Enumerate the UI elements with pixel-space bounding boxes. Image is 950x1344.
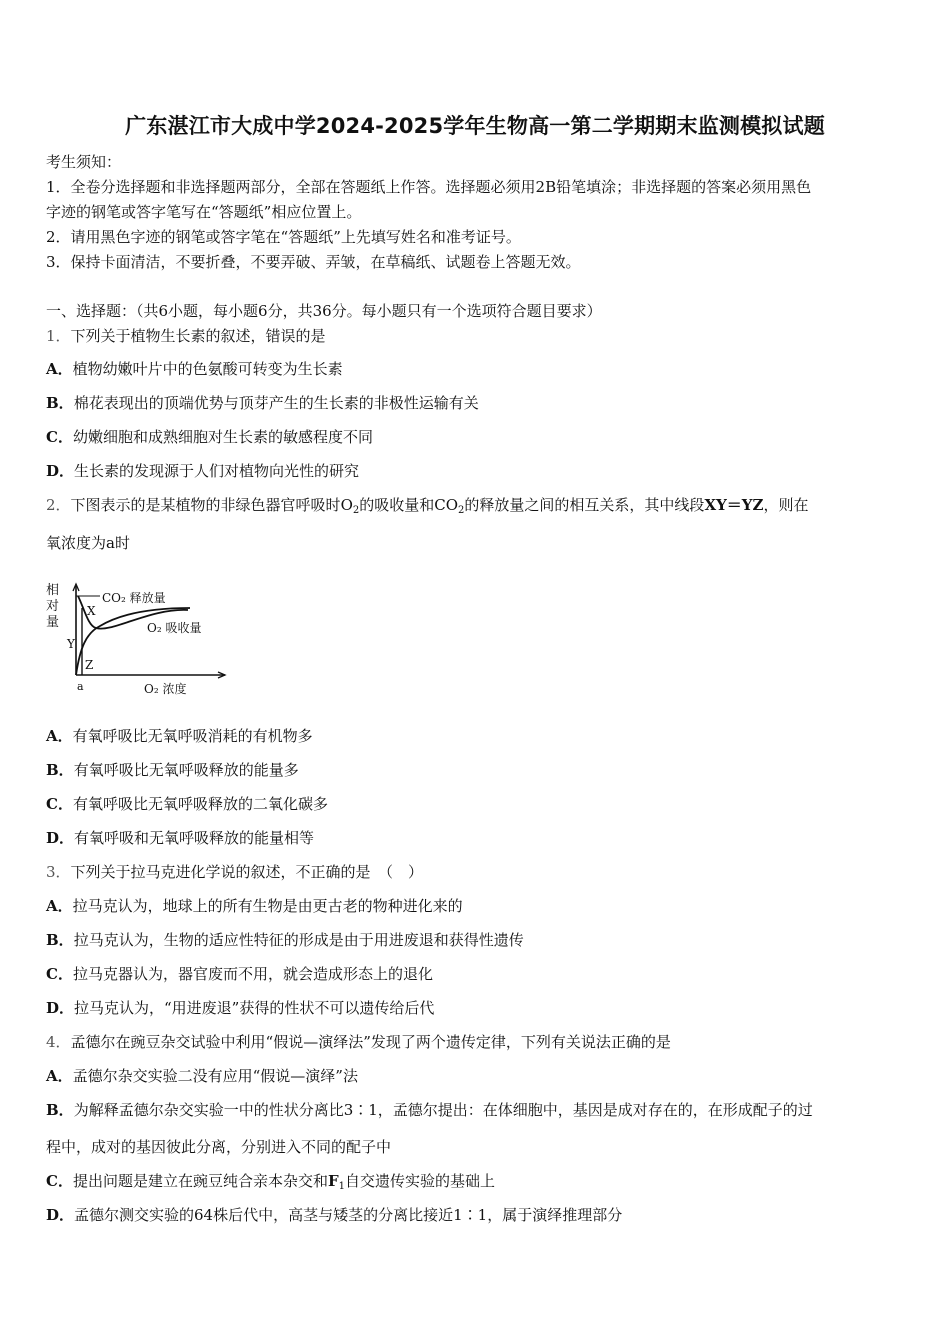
subscript: 2 xyxy=(352,505,360,516)
question-2-stem xyxy=(46,495,906,515)
q4-option-c xyxy=(46,1171,906,1191)
option-text: 有氧呼吸比无氧呼吸消耗的有机物多 xyxy=(72,727,313,745)
option-text: 幼嫩细胞和成熟细胞对生长素的敏感程度不同 xyxy=(72,428,373,446)
option-letter: A． xyxy=(46,897,73,915)
q3-option-b xyxy=(46,930,906,950)
respiration-graph xyxy=(40,578,230,703)
point-y-label: Y xyxy=(67,637,75,651)
option-text: 棉花表现出的顶端优势与顶芽产生的生长素的非极性运输有关 xyxy=(73,394,479,412)
option-text: 拉马克认为，“用进废退”获得的性状不可以遗传给后代 xyxy=(74,999,435,1017)
question-3-stem xyxy=(46,862,906,882)
q3-option-c xyxy=(46,964,906,984)
f1-symbol: F xyxy=(327,1172,339,1190)
question-2-stem-line2: 氧浓度为a时 xyxy=(46,534,130,552)
question-number: 4． xyxy=(46,1033,71,1051)
option-text: 有氧呼吸比无氧呼吸释放的二氧化碳多 xyxy=(72,795,328,813)
tick-a-label: a xyxy=(77,680,84,693)
option-letter: C． xyxy=(46,965,73,983)
point-z-label: Z xyxy=(85,658,94,672)
q4-option-d xyxy=(46,1205,906,1225)
option-letter: A． xyxy=(46,1067,73,1085)
q4-option-b xyxy=(46,1100,906,1120)
option-letter: A． xyxy=(46,360,73,378)
y-axis-label-char: 对 xyxy=(46,599,60,614)
question-number: 1． xyxy=(46,327,71,345)
option-letter: D． xyxy=(46,462,75,480)
notice-heading: 考生须知： xyxy=(46,153,122,171)
notice-item: 1．全卷分选择题和非选择题两部分，全部在答题纸上作答。选择题必须用2B铅笔填涂；非选择题的答案必须用黑色 xyxy=(46,178,812,196)
question-number: 2． xyxy=(46,496,71,514)
option-text: 植物幼嫩叶片中的色氨酸可转变为生长素 xyxy=(72,360,343,378)
question-text: 的吸收量和 xyxy=(359,496,435,514)
option-text: 自交遗传实验的基础上 xyxy=(345,1172,496,1190)
question-text: ，则在 xyxy=(763,496,809,514)
q4-option-b-continued: 程中，成对的基因彼此分离，分别进入不同的配子中 xyxy=(46,1138,392,1156)
formula-o2: O xyxy=(340,496,353,514)
question-text: 下列关于拉马克进化学说的叙述，不正确的是 （ ） xyxy=(70,863,424,881)
section-heading: 一、选择题：（共6小题，每小题6分，共36分。每小题只有一个选项符合题目要求） xyxy=(46,302,602,320)
q2-option-d xyxy=(46,828,906,848)
q1-option-a xyxy=(46,359,906,379)
question-number: 3． xyxy=(46,863,71,881)
point-x-label: X xyxy=(87,604,96,618)
option-letter: B． xyxy=(46,394,74,412)
notice-item: 2．请用黑色字迹的钢笔或答字笔在“答题纸”上先填写姓名和准考证号。 xyxy=(46,228,521,246)
option-text: 拉马克认为，生物的适应性特征的形成是由于用进废退和获得性遗传 xyxy=(73,931,524,949)
option-text: 生长素的发现源于人们对植物向光性的研究 xyxy=(74,462,360,480)
q2-option-a xyxy=(46,726,906,746)
option-letter: B． xyxy=(46,931,74,949)
o2-uptake-label: O₂ 吸收量 xyxy=(147,621,202,635)
option-text: 提出问题是建立在豌豆纯合亲本杂交和 xyxy=(72,1172,328,1190)
q4-option-a xyxy=(46,1066,906,1086)
notice-item: 字迹的钢笔或答字笔写在“答题纸”相应位置上。 xyxy=(46,203,362,221)
q3-option-d xyxy=(46,998,906,1018)
option-letter: C． xyxy=(46,795,73,813)
q1-option-d xyxy=(46,461,906,481)
y-axis-label-char: 量 xyxy=(46,615,60,630)
option-letter: B． xyxy=(46,1101,74,1119)
co2-release-label: CO₂ 释放量 xyxy=(102,591,166,605)
option-text: 拉马克器认为，器官废而不用，就会造成形态上的退化 xyxy=(72,965,433,983)
question-text: 的释放量之间的相互关系，其中线段 xyxy=(464,496,705,514)
option-text: 为解释孟德尔杂交实验一中的性状分离比3∶1，孟德尔提出：在体细胞中，基因是成对存在的，在形成配子的过 xyxy=(73,1101,813,1119)
subscript: 2 xyxy=(458,505,465,516)
question-text: 下列关于植物生长素的叙述，错误的是 xyxy=(70,327,326,345)
q1-option-c xyxy=(46,427,906,447)
segment-expression: XY＝YZ xyxy=(704,496,764,514)
option-letter: D． xyxy=(46,829,75,847)
option-letter: C． xyxy=(46,1172,73,1190)
question-text: 孟德尔在豌豆杂交试验中利用“假说—演绎法”发现了两个遗传定律，下列有关说法正确的是 xyxy=(70,1033,671,1051)
q2-option-b xyxy=(46,760,906,780)
q3-option-a xyxy=(46,896,906,916)
option-letter: D． xyxy=(46,999,75,1017)
formula-co2: CO xyxy=(434,496,459,514)
option-letter: B． xyxy=(46,761,74,779)
x-axis-label: O₂ 浓度 xyxy=(144,682,187,696)
option-text: 孟德尔测交实验的64株后代中，高茎与矮茎的分离比接近1∶1，属于演绎推理部分 xyxy=(74,1206,623,1224)
y-axis-label-char: 相 xyxy=(46,583,60,598)
option-text: 有氧呼吸和无氧呼吸释放的能量相等 xyxy=(74,829,315,847)
question-1-stem xyxy=(46,326,906,346)
page-title: 广东湛江市大成中学2024-2025学年生物高一第二学期期末监测模拟试题 xyxy=(125,114,825,138)
option-text: 有氧呼吸比无氧呼吸释放的能量多 xyxy=(73,761,299,779)
question-text: 下图表示的是某植物的非绿色器官呼吸时 xyxy=(70,496,341,514)
q1-option-b xyxy=(46,393,906,413)
option-text: 孟德尔杂交实验二没有应用“假说—演绎”法 xyxy=(72,1067,358,1085)
option-letter: D． xyxy=(46,1206,75,1224)
notice-item: 3．保持卡面清洁，不要折叠，不要弄破、弄皱，在草稿纸、试题卷上答题无效。 xyxy=(46,253,581,271)
q2-option-c xyxy=(46,794,906,814)
question-4-stem xyxy=(46,1032,906,1052)
option-letter: C． xyxy=(46,428,73,446)
option-letter: A． xyxy=(46,727,73,745)
subscript: 1 xyxy=(338,1181,345,1192)
option-text: 拉马克认为，地球上的所有生物是由更古老的物种进化来的 xyxy=(72,897,463,915)
